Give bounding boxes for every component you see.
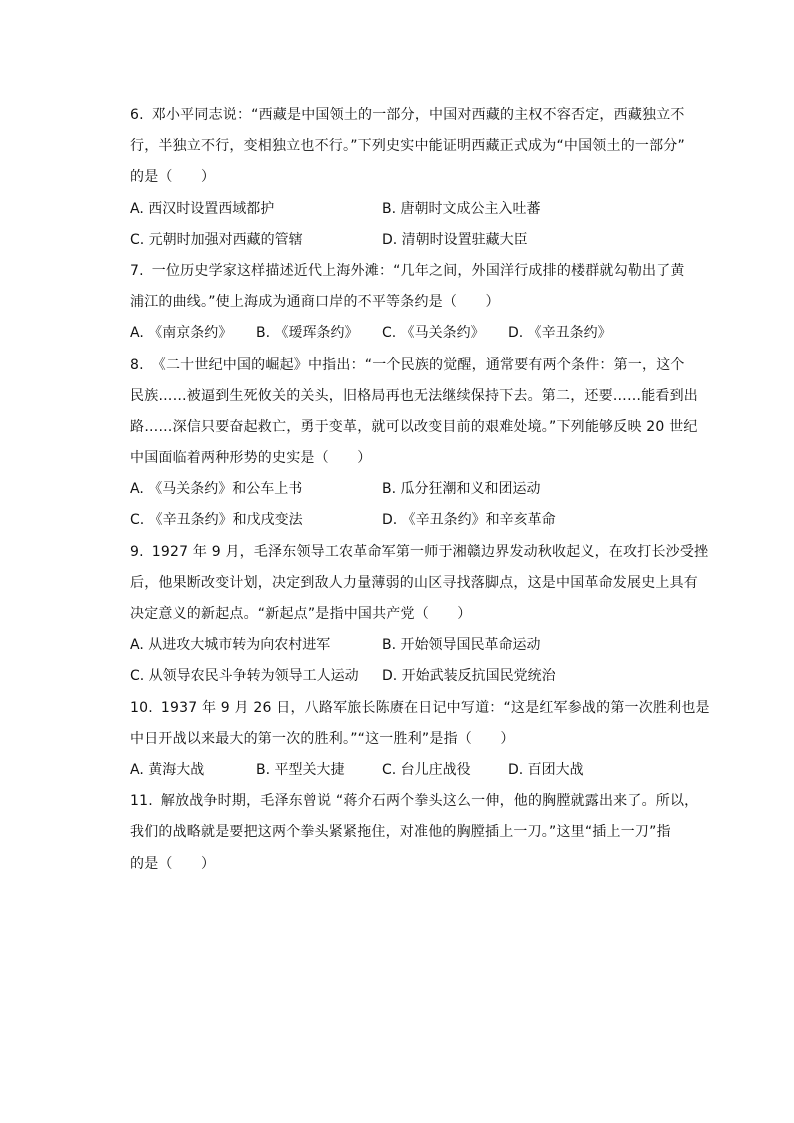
question-stem-line: 7. 一位历史学家这样描述近代上海外滩：“几年之间，外国洋行成排的楼群就勾勒出了黄 — [130, 262, 685, 279]
option-d[interactable]: D. 开始武装反抗国民党统治 — [382, 668, 556, 685]
option-c[interactable]: C. 《辛丑条约》和戊戌变法 — [130, 512, 303, 529]
option-c[interactable]: C. 从领导农民斗争转为领导工人运动 — [130, 668, 359, 685]
question-stem-line: 行，半独立不行，变相独立也不行。”下列史实中能证明西藏正式成为“中国领土的一部分” — [130, 138, 685, 155]
question-number: 11. — [130, 793, 153, 810]
options-row — [130, 194, 690, 225]
option-d[interactable]: D. 清朝时设置驻藏大臣 — [382, 231, 528, 248]
question-stem-line: 浦江的曲线。”使上海成为通商口岸的不平等条约是（ ） — [130, 294, 500, 311]
question-stem-line: 10. 1937 年 9 月 26 日，八路军旅长陈赓在日记中写道：“这是红军参战的第一次胜利也是 — [130, 699, 710, 716]
question-11 — [130, 786, 699, 880]
question-number: 7. — [130, 262, 144, 279]
option-d[interactable]: D. 《辛丑条约》和辛亥革命 — [382, 512, 556, 529]
question-list — [130, 100, 710, 880]
option-d[interactable]: D. 《辛丑条约》 — [508, 325, 612, 342]
question-stem-line: 6. 邓小平同志说：“西藏是中国领土的一部分，中国对西藏的主权不容否定，西藏独立不 — [130, 107, 685, 123]
question-stem-line: 中日开战以来最大的第一次的胜利。”“这一胜利”是指（ ） — [130, 730, 515, 747]
question-stem-line: 中国面临着两种形势的史实是（ ） — [130, 450, 372, 467]
options-row — [130, 318, 690, 349]
question-stem-line: 民族……被逼到生死攸关的关头，旧格局再也无法继续保持下去。第二，还要……能看到出 — [130, 387, 698, 404]
question-stem-line: 9. 1927 年 9 月，毛泽东领导工农革命军第一师于湘赣边界发动秋收起义，在攻打长沙受挫 — [130, 543, 709, 560]
question-number: 9. — [130, 543, 144, 560]
option-b[interactable]: B. 瓜分狂潮和义和团运动 — [382, 481, 541, 498]
question-6 — [130, 100, 690, 256]
question-number: 8. — [130, 356, 144, 373]
option-a[interactable]: A. 黄海大战 — [130, 761, 205, 778]
options-row — [130, 661, 690, 692]
option-a[interactable]: A. 从进攻大城市转为向农村进军 — [130, 637, 331, 654]
question-stem-line: 决定意义的新起点。“新起点”是指中国共产党（ ） — [130, 606, 472, 622]
question-stem-line: 我们的战略就是要把这两个拳头紧紧拖住，对准他的胸膛插上一刀。”这里“插上一刀”指 — [130, 824, 671, 841]
option-c[interactable]: C. 台儿庄战役 — [382, 761, 471, 778]
question-7 — [130, 256, 690, 350]
options-row — [130, 225, 690, 256]
option-b[interactable]: B. 开始领导国民革命运动 — [382, 637, 541, 654]
question-stem-line: 的是（ ） — [130, 855, 216, 872]
question-stem-line: 的是（ ） — [130, 169, 216, 186]
options-row — [130, 755, 690, 786]
option-a[interactable]: A. 《南京条约》 — [130, 325, 233, 342]
options-row — [130, 505, 690, 536]
options-row — [130, 630, 690, 661]
question-stem-line: 11. 解放战争时期，毛泽东曾说 “蒋介石两个拳头这么一伸，他的胸膛就露出来了。所以， — [130, 793, 699, 810]
option-a[interactable]: A. 西汉时设置西域都护 — [130, 200, 275, 217]
options-row — [130, 474, 690, 505]
question-10 — [130, 693, 710, 787]
option-b[interactable]: B. 《瑷珲条约》 — [256, 325, 359, 342]
option-c[interactable]: C. 元朝时加强对西藏的管辖 — [130, 231, 303, 248]
question-stem-line: 8. 《二十世纪中国的崛起》中指出：“一个民族的觉醒，通常要有两个条件：第一，这个 — [130, 356, 685, 373]
option-d[interactable]: D. 百团大战 — [508, 761, 584, 778]
option-b[interactable]: B. 平型关大捷 — [256, 761, 345, 778]
option-a[interactable]: A. 《马关条约》和公车上书 — [130, 481, 303, 498]
question-number: 10. — [130, 699, 153, 716]
option-c[interactable]: C. 《马关条约》 — [382, 325, 485, 342]
question-number: 6. — [130, 107, 144, 123]
option-b[interactable]: B. 唐朝时文成公主入吐蕃 — [382, 200, 541, 217]
question-stem-line: 后，他果断改变计划，决定到敌人力量薄弱的山区寻找落脚点，这是中国革命发展史上具有 — [130, 574, 698, 591]
question-9 — [130, 537, 709, 693]
question-stem-line: 路……深信只要奋起救亡，勇于变革，就可以改变目前的艰难处境。”下列能够反映 20 世纪 — [130, 418, 698, 435]
question-8 — [130, 350, 698, 537]
